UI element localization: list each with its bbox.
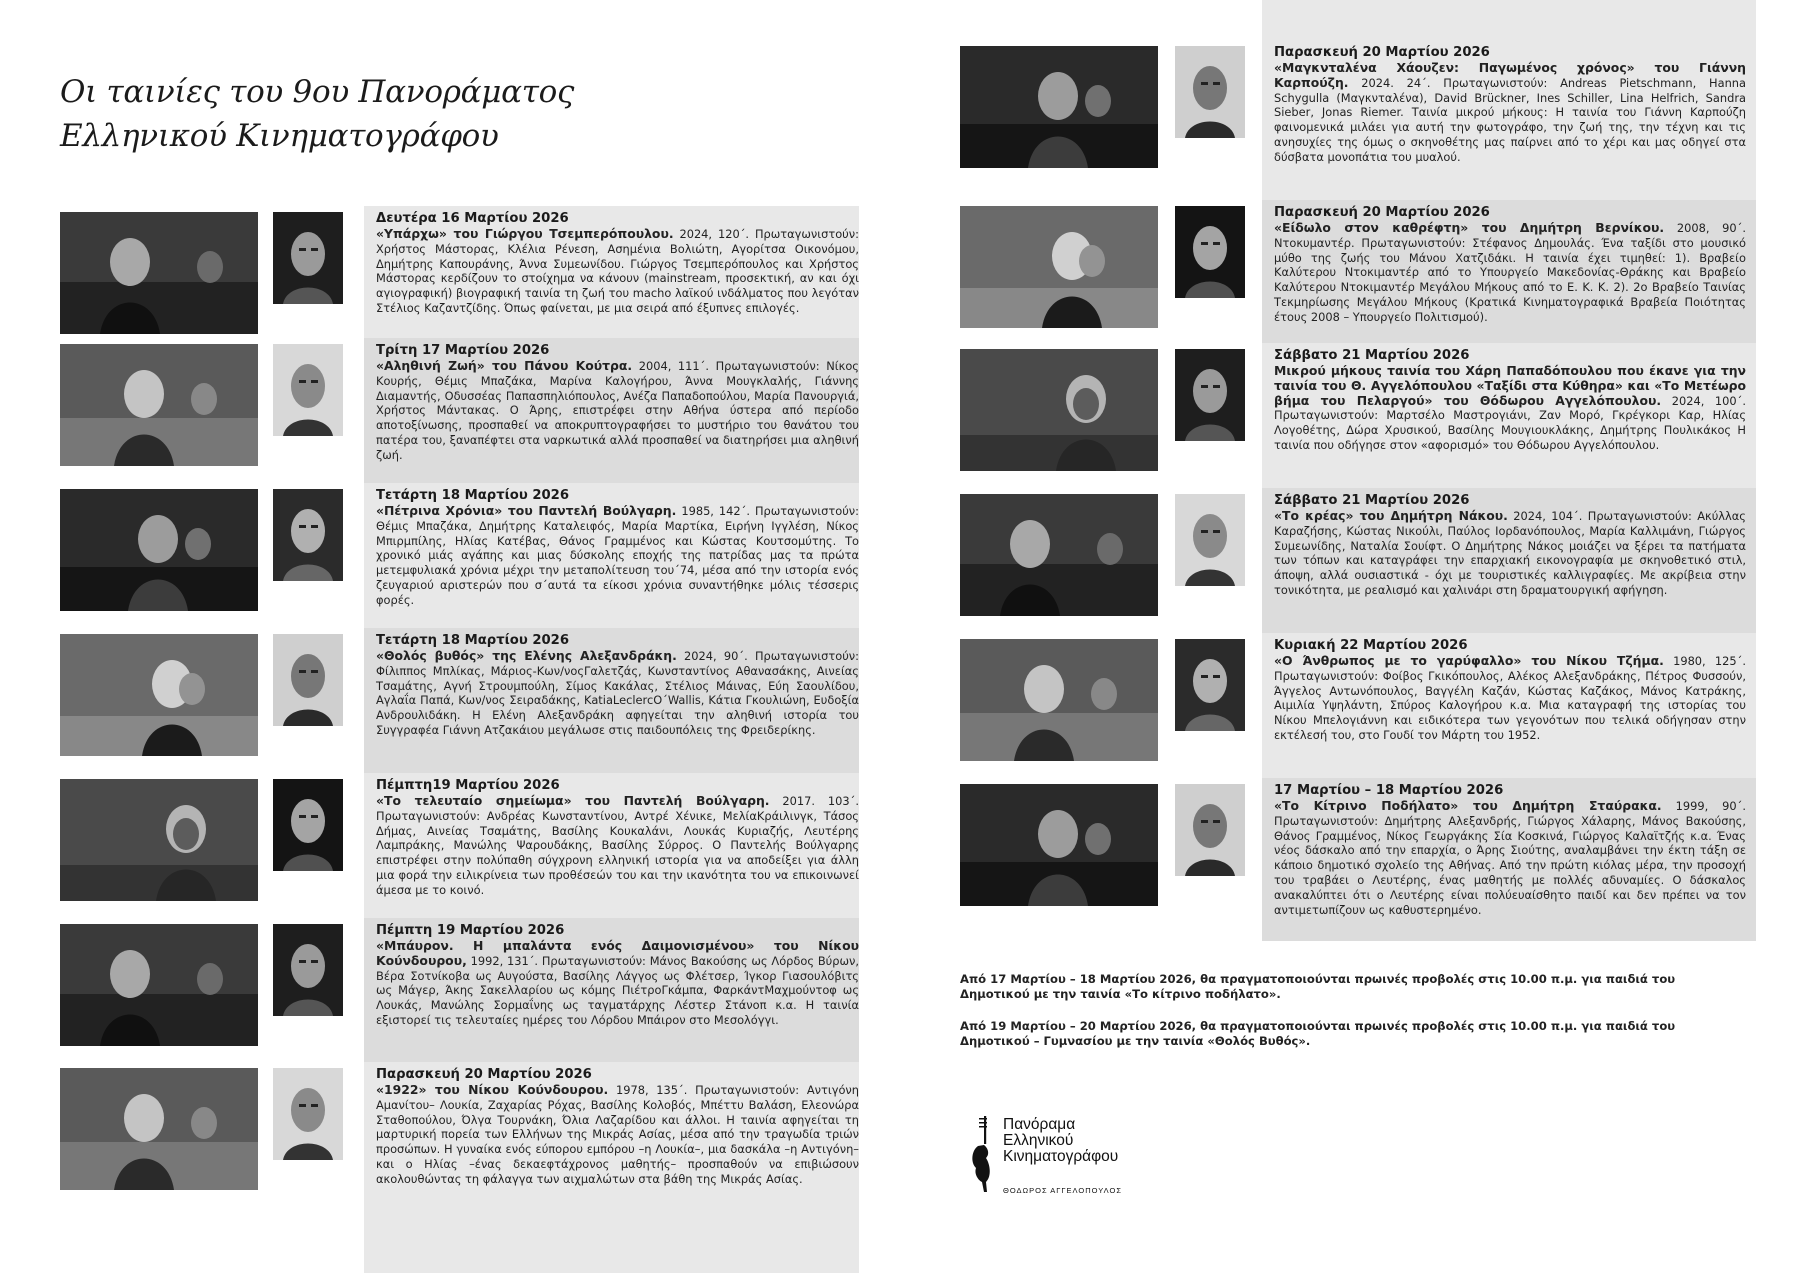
- left-film-still-image: [60, 924, 258, 1046]
- right-entry-text: [1274, 637, 1746, 743]
- note-tholos-vythos: Από 19 Μαρτίου – 20 Μαρτίου 2026, θα πραγματοποιούνται πρωινές προβολές στις 10.00 π.μ. για παιδιά του Δημοτικού – Γυμνασίου με την ταινία «Θολός Βυθός».: [960, 1019, 1676, 1048]
- screening-date: Πέμπτη 19 Μαρτίου 2026: [376, 923, 565, 938]
- film-title: «Το κρέας» του Δημήτρη Νάκου.: [1274, 508, 1508, 523]
- left-director-portrait-image: [273, 634, 343, 726]
- left-film-still-image: [60, 779, 258, 901]
- right-film-still-image: [960, 784, 1158, 906]
- screening-date: Πέμπτη19 Μαρτίου 2026: [376, 778, 560, 793]
- film-description: 2024, 120΄. Πρωταγωνιστούν: Χρήστος Μάστορας, Κλέλια Ρένεση, Ασημένια Βολιώτη, Αγορίτσα Οικονόμου, Δημήτρης Καπουράνης, Άννα Συμεωνίδου. Γιώργος Τσεμπερόπουλος και Χρήστος Μάστορας κερδίζουν το στοίχημα να κάνουν (mainstream, προσεκτική, αν και όχι αγιογραφική) βιογραφική ταινία τη ζωή του macho λαϊκού ινδάλματος που λεγόταν Στέλιος Καζαντζίδης. Όπως φαίνεται, με μια σειρά από έξυπνες επιλογές.: [376, 227, 859, 315]
- left-entry-text: [376, 1066, 859, 1187]
- film-title: «Αληθινή Ζωή» του Πάνου Κούτρα.: [376, 358, 633, 373]
- screening-notes: [960, 972, 1720, 1066]
- logo-subtitle: ΘΟΔΩΡΟΣ ΑΓΓΕΛΟΠΟΥΛΟΣ: [1003, 1186, 1122, 1195]
- right-director-portrait-image: [1175, 206, 1245, 298]
- film-title: «Υπάρχω» του Γιώργου Τσεμπερόπουλου.: [376, 226, 674, 241]
- screening-date: Τετάρτη 18 Μαρτίου 2026: [376, 633, 570, 648]
- film-description: 2024, 90΄. Πρωταγωνιστούν: Φίλιππος Μπλίκας, Μάριος-Κων/νοςΓαλετζάς, Κωνσταντίνος Αθανασάκης, Αινείας Τσαμάτης, Αγνή Στρουμπούλη, Σίμος Κακάλας, Στέλιος Μάινας, Εύη Σαουλίδου, Αγλαΐα Παπά, Κων/νος Σειραδάκης, KatiaLeclercO΄Wallis, Κάτια Γκουλιώνη, Ευδοξία Ανδρουλιδάκη. Η Ελένη Αλεξανδράκη αφηγείται την αληθινή ιστορία του Συγγραφέα Γιάννη Ατζακάιου μεγάλωσε στις παιδουπόλεις της Φρειδερίκης.: [376, 649, 859, 737]
- title-line-1: Οι ταινίες του 9ου Πανοράματος: [60, 74, 575, 110]
- right-film-still-image: [960, 494, 1158, 616]
- film-title: «Το τελευταίο σημείωμα» του Παντελή Βούλγαρη.: [376, 793, 770, 808]
- left-director-portrait-image: [273, 924, 343, 1016]
- film-description: 1999, 90΄. Πρωταγωνιστούν: Δημήτρης Αλεξανδρής, Γιώργος Χάλαρης, Μάνος Βακούσης, Θάνος Γραμμένος, Νίκος Γεωργάκης Σία Κοσκινά, Γιώργος Καλαϊτζής κ.α. Ένας νέος δάσκαλο από την επαρχία, ο Άρης Σιούτης, αναλαμβάνει την έκτη τάξη σε κάποιο δημοτικό σχολείο της Αθήνας. Από την πρώτη κιόλας μέρα, την προσοχή του τραβάει ο Λευτέρης, ένας μαθητής με πολλές αδυναμίες. Ο δάσκαλος ανακαλύπτει ότι ο Λευτέρης είναι πολύευαίσθητο παιδί και δεν πρέπει να τον αντιμετωπίζουν ως καθυστερημένο.: [1274, 799, 1746, 917]
- logo-line-1: Πανόραμα: [1003, 1116, 1076, 1133]
- logo-line-2: Ελληνικού: [1003, 1132, 1074, 1149]
- right-director-portrait-image: [1175, 349, 1245, 441]
- left-film-still-image: [60, 489, 258, 611]
- right-film-still-image: [960, 206, 1158, 328]
- right-film-still-image: [960, 639, 1158, 761]
- film-title: Μικρού μήκους ταινία του Χάρη Παπαδόπουλου που έκανε για την ταινία του Θ. Αγγελόπουλου «Ταξίδι στα Κύθηρα» και «Το Μετέωρο βήμα του Πελαργού» του Θόδωρου Αγγελόπουλου.: [1274, 363, 1746, 408]
- film-description: 1985, 142΄. Πρωταγωνιστούν: Θέμις Μπαζάκα, Δημήτρης Καταλειφός, Μαρία Μαρτίκα, Ειρήνη Ιγγλέση, Νίκος Μπιρμπίλης, Ηλίας Κατέβας, Θάνος Γραμμένος και Κώστας Κουτσομύτης. Το χρονικό μιάς αγάπης και μιας δύσκολης εποχής της πατρίδας μας τα πρώτα μετεμφυλιακά χρόνια μέχρι την μεταπολίτευση του΄74, μέσα από την ιστορία ενός ζευγαριού αριστερών που σ΄αυτά τα είκοσι χρόνια συναντήθηκε μόλις τέσσερις φορές.: [376, 504, 859, 607]
- left-film-still-image: [60, 634, 258, 756]
- film-description: 1992, 131΄. Πρωταγωνιστούν: Μάνος Βακούσης ως Λόρδος Βύρων, Βέρα Σοτνίκοβα ως Αυγούστα, Βασίλης Λάγγος ως Φλέτσερ, Ίγκορ Γιασουλόβιτς ως Μάγερ, Άκης Σακελλαρίου ως κόμης ΠιέτροΓκάμπα, ΦαρκάντΜαχμούντοφ ως Λουκάς, Μανώλης Σορμαΐνης ως ταγματάρχης Λέστερ Στάνοπ κ.α. Η ταινία εξιστορεί τις τελευταίες ημέρες του Λόρδου Μπάιρον στο Μεσολόγγι.: [376, 953, 859, 1027]
- film-title: «Το Κίτρινο Ποδήλατο» του Δημήτρη Σταύρακα.: [1274, 798, 1662, 813]
- left-director-portrait-image: [273, 489, 343, 581]
- title-line-2: Ελληνικού Κινηματογράφου: [60, 118, 499, 154]
- left-film-still-image: [60, 1068, 258, 1190]
- right-film-still-image: [960, 349, 1158, 471]
- left-entry-text: [376, 632, 859, 738]
- right-director-portrait-image: [1175, 784, 1245, 876]
- film-title: «Μπάυρον. Η μπαλάντα ενός Δαιμονισμένου» του Νίκου Κούνδουρου,: [376, 938, 859, 968]
- page-title: [60, 70, 574, 158]
- screening-date: Δευτέρα 16 Μαρτίου 2026: [376, 211, 569, 226]
- screening-date: 17 Μαρτίου – 18 Μαρτίου 2026: [1274, 783, 1504, 798]
- logo-text: [1003, 1117, 1118, 1165]
- left-director-portrait-image: [273, 779, 343, 871]
- right-director-portrait-image: [1175, 46, 1245, 138]
- film-description: 1978, 135΄. Πρωταγωνιστούν: Αντιγόνη Αμανίτου– Λουκία, Ζαχαρίας Ρόχας, Βασίλης Κολοβός, Μπέττυ Βαλάση, Ελεονώρα Σταθοπούλου, Όλγα Τουρνάκη, Όλια Λαζαρίδου και άλλοι. Η ταινία αφηγείται τη μαρτυρική πορεία των Ελλήνων της Μικράς Ασίας, μέσα από την τραγωδία τριών προσώπων. Η γυναίκα ενός εύπορου εμπόρου –η Λουκία–, μια δασκάλα –η Αντιγόνη– και ο Ηλίας –ένας δεκαεφτάχρονος μαθητής– προσπαθούν να επιβιώσουν ακολουθώντας τη φάλαγγα των αιχμαλώτων στα βάθη της Μικράς Ασίας.: [376, 1083, 860, 1186]
- screening-date: Παρασκευή 20 Μαρτίου 2026: [1274, 205, 1490, 220]
- left-entry-text: [376, 487, 859, 608]
- film-title: «Ο Άνθρωπος με το γαρύφαλλο» του Νίκου Τζήμα.: [1274, 653, 1664, 668]
- screening-date: Κυριακή 22 Μαρτίου 2026: [1274, 638, 1468, 653]
- right-entry-text: [1274, 492, 1746, 598]
- left-film-still-image: [60, 212, 258, 334]
- film-title: «Πέτρινα Χρόνια» του Παντελή Βούλγαρη.: [376, 503, 677, 518]
- left-director-portrait-image: [273, 212, 343, 304]
- right-entry-text: [1274, 204, 1746, 325]
- screening-date: Παρασκευή 20 Μαρτίου 2026: [376, 1067, 592, 1082]
- film-title: «Είδωλο στον καθρέφτη» του Δημήτρη Βερνίκου.: [1274, 220, 1665, 235]
- screening-date: Παρασκευή 20 Μαρτίου 2026: [1274, 45, 1490, 60]
- left-director-portrait-image: [273, 344, 343, 436]
- left-film-still-image: [60, 344, 258, 466]
- film-title: «1922» του Νίκου Κούνδουρου.: [376, 1082, 609, 1097]
- right-entry-text: [1274, 44, 1746, 165]
- note-yellow-bicycle: Από 17 Μαρτίου – 18 Μαρτίου 2026, θα πραγματοποιούνται πρωινές προβολές στις 10.00 π.μ. για παιδιά του Δημοτικού με την ταινία «Το κίτρινο ποδήλατο».: [960, 972, 1676, 1001]
- left-entry-text: [376, 777, 859, 898]
- right-director-portrait-image: [1175, 639, 1245, 731]
- left-entry-text: [376, 210, 859, 316]
- film-title: «Θολός βυθός» της Ελένης Αλεξανδράκη.: [376, 648, 677, 663]
- logo-line-3: Κινηματογράφου: [1003, 1148, 1119, 1165]
- screening-date: Σάββατο 21 Μαρτίου 2026: [1274, 493, 1470, 508]
- film-description: 2008, 90΄. Ντοκυμαντέρ. Πρωταγωνιστούν: Στέφανος Δημουλάς. Ένα ταξίδι στο μουσικό μύθο της ζωής του Μάνου Χατζιδάκι. Η ταινία έχει τιμηθεί: 1). Βραβείο Καλύτερου Ντοκιμαντέρ από το Υπουργείο Μακεδονίας-Θράκης και Βραβείο Καλύτερου Ντοκιμαντέρ Μεγάλου Μήκους από το Ε. Κ. Κ. 2). 2ο Βραβείο Ταινίας Τεκμηρίωσης Μεγάλου Μήκους (Κρατικά Κινηματογραφικά Βραβεία Ποιότητας έτους 2008 – Υπουργείο Πολιτισμού).: [1274, 221, 1746, 324]
- screening-date: Τετάρτη 18 Μαρτίου 2026: [376, 488, 570, 503]
- right-entry-text: [1274, 347, 1746, 453]
- right-director-portrait-image: [1175, 494, 1245, 586]
- film-title: «Μαγκνταλένα Χάουζεν: Παγωμένος χρόνος» του Γιάννη Καρπούζη.: [1274, 60, 1746, 90]
- film-description: 2024, 100΄. Πρωταγωνιστούν: Μαρτσέλο Μαστρογιάνι, Ζαν Μορό, Γκρέγκορι Καρ, Ηλίας Λογοθέτης, Δώρα Χρυσικού, Βασίλης Μουγιουκλάκης, Δημήτρης Πουλικάκος Η ταινία που οδήγησε στον «αφορισμό» του Θόδωρου Αγγελόπουλου.: [1274, 393, 1746, 452]
- film-description: 2024. 24΄. Πρωταγωνιστούν: Andreas Pietschmann, Hanna Schygulla (Μαγκνταλένα), David Brückner, Ines Schiller, Lina Helfrich, Sandra Sieber, Jonas Riemer. Ταινία μικρού μήκους: Η ταινία του Γιάννη Καρπούζη φαινομενικά μιλάει για αυτή την φωτογράφο, την ζωή της, την τέχνη και τις ανησυχίες της όμως ο σκηνοθέτης μας παίρνει από το χέρι και μας οδηγεί στα δύσβατα μονοπάτια του μυαλού.: [1274, 75, 1746, 164]
- right-entry-text: [1274, 782, 1746, 917]
- film-description: 1980, 125΄. Πρωταγωνιστούν: Φοίβος Γκικόπουλος, Αλέκος Αλεξανδράκης, Πέτρος Φυσσούν, Άγγελος Αντωνόπουλος, Βαγγέλη Καζάν, Κώστας Καζάκος, Μάνος Κατράκης, Αιμιλία Υψηλάντη, Σπύρος Καλογήρου κ.α. Μια καταγραφή της ιστορίας του Νίκου Μπελογιάννη και ειδικότερα των γεγονότων που τελικά οδήγησαν στην εκτέλεσή του, στο Γουδί τον Μάρτη του 1952.: [1274, 654, 1746, 742]
- film-description: 2017. 103΄. Πρωταγωνιστούν: Ανδρέας Κωνσταντίνου, Αντρέ Χένικε, ΜελίαΚράιλινγκ, Τάσος Δήμας, Αινείας Τσαμάτης, Βασίλης Κουκαλάνι, Λουκάς Κυριαζής, Λευτέρης Λαμπράκης, Μανώλης Ψαρουδάκης, Βασίλης Σύρρος. Ο Παντελής Βούλγαρης επιστρέφει στην πολύπαθη σύγχρονη ελληνική ιστορία για να αποδείξει για άλλη μια φορά την ειλικρίνεια των προθέσεών του και την ικανότητα του να επικοινωνεί άμεσα με το κοινό.: [376, 794, 859, 897]
- screening-date: Σάββατο 21 Μαρτίου 2026: [1274, 348, 1470, 363]
- film-description: 2024, 104΄. Πρωταγωνιστούν: Ακύλλας Καραζήσης, Κώστας Νικούλι, Παύλος Ιορδανόπουλος, Μαρία Καλλιμάνη, Γιώργος Συμεωνίδης, Ναταλία Σουίφτ. Ο Δημήτρης Νάκος μοιάζει να ξέρει τα πατήματα των τόπων και καταγράφει την επαρχιακή εικονογραφία με σκηνοθετικό στιλ, άποψη, αλλά ουσιαστικά - όχι με τουριστικές καλλιγραφίες. Με ακρίβεια στην τονικότητα, με ρεαλισμό και χαλινάρι στη δραματουργική αφήγηση.: [1274, 509, 1746, 597]
- screening-date: Τρίτη 17 Μαρτίου 2026: [376, 343, 550, 358]
- left-director-portrait-image: [273, 1068, 343, 1160]
- left-entry-text: [376, 922, 859, 1028]
- left-entry-text: [376, 342, 859, 463]
- right-film-still-image: [960, 46, 1158, 168]
- film-description: 2004, 111΄. Πρωταγωνιστούν: Νίκος Κουρής, Θέμις Μπαζάκα, Μαρίνα Καλογήρου, Άννα Μουγκλαλής, Γιάννης Διαμαντής, Οδυσσέας Παπασπηλιόπουλος, Ανέζα Παπαδοπούλου, Μαρία Πανουργιά, Χρήστος Μάντακας. Ο Άρης, επιστρέφει στην Αθήνα ύστερα από περίοδο αποτοξίνωσης, προσπαθεί να αποκρυπτογραφήσει το μυστήριο του θανάτου του πατέρα του, ξαναπέφτει στα ναρκωτικά αλλά προσπαθεί να διατηρήσει μια αληθινή ζωή.: [376, 359, 859, 462]
